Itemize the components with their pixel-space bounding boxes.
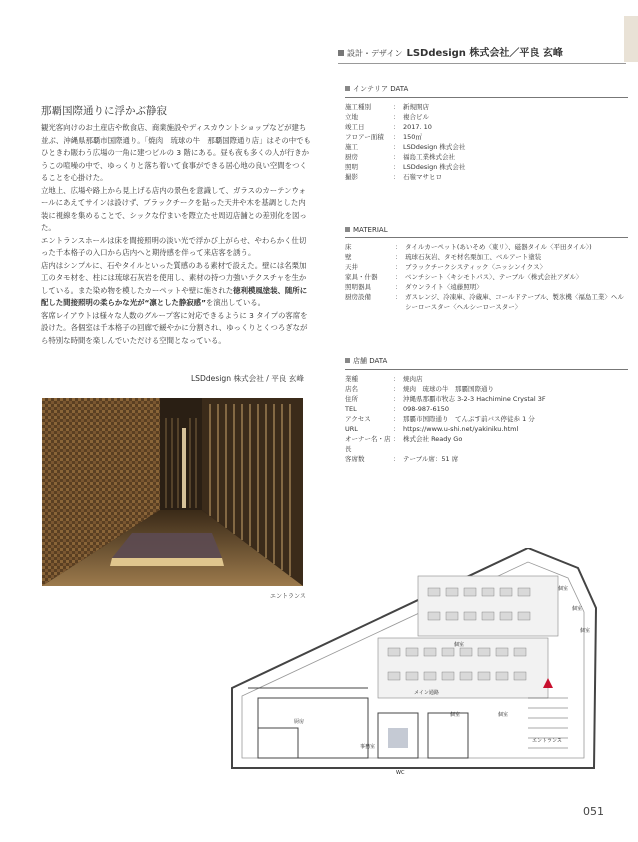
material-row	[345, 272, 628, 282]
shop-key: 客席数	[345, 455, 365, 463]
interior-row	[345, 132, 628, 142]
shop-key: TEL	[345, 405, 357, 413]
header-rule	[338, 63, 626, 64]
shop-row	[345, 384, 628, 394]
material-key: 壁	[345, 253, 352, 261]
shop-key: オーナー名・店長	[345, 435, 391, 453]
shop-key: URL	[345, 425, 358, 433]
interior-row	[345, 162, 628, 172]
material-title: MATERIAL	[345, 226, 628, 234]
separator-colon: ：	[393, 375, 400, 383]
interior-row	[345, 142, 628, 152]
separator-colon: ：	[393, 455, 400, 463]
material-value: ブラックチークシスティック〈ニッシンイクス〉	[405, 263, 547, 271]
interior-row	[345, 122, 628, 132]
header-role: 設計・デザイン	[347, 49, 403, 58]
interior-key: 施工種別	[345, 103, 371, 111]
separator-colon: ：	[393, 143, 400, 151]
shop-row	[345, 454, 628, 464]
shop-row	[345, 374, 628, 384]
material-row	[345, 242, 628, 252]
separator-colon: ：	[393, 113, 400, 121]
material-row	[345, 282, 628, 292]
interior-row	[345, 152, 628, 162]
bullet-square-icon	[338, 50, 344, 56]
material-value: タイルカーペット(あいそめ〈東リ〉、磁器タイル〈平田タイル〉)	[405, 243, 592, 251]
shop-value: 焼肉 琉球の牛 那覇国際通り	[403, 385, 494, 393]
interior-value: 石嶺マサヒロ	[403, 173, 442, 181]
material-key: 天井	[345, 263, 358, 271]
page-edge-tab	[624, 16, 638, 62]
material-key: 床	[345, 243, 352, 251]
separator-colon: ：	[395, 253, 402, 261]
separator-colon: ：	[395, 283, 402, 291]
paragraph-5: 客席レイアウトは様々な人数のグループ客に対応できるように 3 タイプの客席を設けた。各個室は千本格子の回廊で緩やかに分割され、ゆっくりとくつろぎながら特別な時間を楽しんでいただける空間となっている。	[41, 310, 308, 345]
separator-colon: ：	[393, 173, 400, 181]
material-key: 照明器具	[345, 283, 371, 291]
shop-row	[345, 404, 628, 414]
paragraph-3: エントランスホールは床を間接照明の淡い光で浮かび上がらせ、やわらかく仕切った千本格子の入口から店内へと期待感を伴って来店客を誘う。	[41, 235, 307, 257]
interior-data-table	[345, 102, 628, 182]
article-title: 那覇国際通りに浮かぶ静寂	[41, 105, 167, 117]
shop-data-table	[345, 374, 628, 464]
interior-value: 2017. 10	[403, 123, 432, 131]
interior-value: 新規開店	[403, 103, 429, 111]
plan-label-private3: 個室	[580, 628, 591, 634]
plan-label-entrance: エントランス	[532, 738, 562, 744]
section-rule	[345, 237, 628, 238]
bullet-square-icon	[345, 227, 350, 232]
separator-colon: ：	[393, 133, 400, 141]
plan-label-wc: WC	[396, 770, 405, 776]
separator-colon: ：	[393, 385, 400, 393]
material-row	[345, 292, 628, 312]
page-number: 051	[583, 805, 604, 818]
material-value: ベンチシート〈キシモトパス〉、テーブル〈株式会社アダル〉	[405, 273, 583, 281]
interior-value: 複合ビル	[403, 113, 429, 121]
floor-plan	[228, 548, 600, 783]
interior-key: 照明	[345, 163, 358, 171]
interior-row	[345, 102, 628, 112]
interior-key: 厨房	[345, 153, 358, 161]
separator-colon: ：	[393, 153, 400, 161]
shop-row	[345, 424, 628, 434]
shop-row	[345, 414, 628, 424]
article-body	[41, 122, 311, 347]
material-key: 家具・什器	[345, 273, 378, 281]
paragraph-1: 観光客向けのお土産店や飲食店、商業施設やディスカウントショップなどが建ち並ぶ、沖縄県那覇市国際通り。「焼肉 琉球の牛 那覇国際通り店」はその中でもひときわ賑わう広場の一角に建つビルの 3 階にある。昼も夜も多くの人が行きかうこの喧噪の中で、ゆっくりと落ち着いて食事ができる居心地の良い空間をつくることを心掛けた。	[41, 123, 311, 182]
separator-colon: ：	[393, 425, 400, 433]
paragraph-4-text: 店内はシンプルに、石やタイルといった質感のある素材で設えた。壁には名栗加工のタモ材を、柱には琉球石灰岩を使用し、素材の持つ力強いテクスチャを生かしている。また染め物を模したカーペットや壁に施された	[41, 260, 307, 295]
shop-value: 098-987-6150	[403, 405, 450, 413]
plan-label-private1: 個室	[558, 586, 569, 592]
paragraph-4-emphasis: 徳利模風塗装、随所に配した間接照明の柔らかな光が“凛とした静寂感”	[41, 285, 308, 307]
section-rule	[345, 97, 628, 98]
shop-key: 住所	[345, 395, 358, 403]
interior-row	[345, 172, 628, 182]
plan-label-main-aisle: メイン通路	[414, 690, 439, 696]
plan-label-office: 事務室	[360, 744, 376, 750]
separator-colon: ：	[395, 263, 402, 271]
shop-value: 株式会社 Ready Go	[403, 435, 463, 443]
interior-value: 福島工業株式会社	[403, 153, 455, 161]
separator-colon: ：	[393, 123, 400, 131]
plan-label-private5: 個室	[450, 712, 461, 718]
paragraph-4	[41, 260, 311, 310]
material-section	[345, 226, 628, 312]
plan-label-private2: 個室	[572, 606, 583, 612]
paragraph-4-tail: を演出している。	[205, 298, 266, 307]
interior-key: 撮影	[345, 173, 358, 181]
interior-key: 施工	[345, 143, 358, 151]
plan-label-private6: 個室	[498, 712, 509, 718]
shop-value: 那覇市国際通り てんぶす前バス停徒歩 1 分	[403, 415, 535, 423]
material-value: ガスレンジ、冷凍庫、冷蔵庫、コールドテーブル、製氷機〈福島工業〉ヘルシーロースター〈ヘルシーロースター〉	[405, 293, 624, 311]
material-table	[345, 242, 628, 312]
plan-label-private4: 個室	[454, 642, 465, 648]
shop-value: 焼肉店	[403, 375, 423, 383]
shop-row	[345, 394, 628, 404]
bullet-square-icon	[345, 358, 350, 363]
photo-caption: エントランス	[270, 593, 306, 600]
section-rule	[345, 369, 628, 370]
material-value: 琉球石灰岩、タモ材名栗加工、ベルアート塗装	[405, 253, 542, 261]
separator-colon: ：	[395, 293, 402, 301]
shop-value: 沖縄県那覇市牧志 3-2-3 Hachimine Crystal 3F	[403, 395, 546, 403]
material-key: 厨房設備	[345, 293, 371, 301]
interior-key: 立地	[345, 113, 358, 121]
separator-colon: ：	[393, 103, 400, 111]
shop-key: アクセス	[345, 415, 371, 423]
interior-data-title: インテリア DATA	[345, 84, 628, 94]
designer-header	[338, 44, 563, 59]
paragraph-2: 立地上、広場や路上から見上げる店内の景色を意識して、ガラスのカーテンウォールにあえてサインは設けず、ブラックチークを貼った天井や木を基調とした内装に視線を集めることで、シックな佇まいを際立たせ周辺店舗との差別化を図った。	[41, 185, 307, 232]
interior-key: 竣工日	[345, 123, 365, 131]
material-row	[345, 262, 628, 272]
separator-colon: ：	[393, 415, 400, 423]
separator-colon: ：	[393, 435, 400, 443]
separator-colon: ：	[393, 163, 400, 171]
shop-row	[345, 434, 628, 454]
interior-key: フロアー面積	[345, 133, 384, 141]
material-value: ダウンライト〈遠藤照明〉	[405, 283, 483, 291]
interior-value: LSDdesign 株式会社	[403, 163, 466, 171]
header-designer: LSDdesign 株式会社／平良 玄峰	[406, 48, 563, 59]
shop-key: 業種	[345, 375, 358, 383]
bullet-square-icon	[345, 86, 350, 91]
interior-value: 150㎡	[403, 133, 422, 141]
shop-value: https://www.u-shi.net/yakiniku.html	[403, 425, 519, 433]
shop-key: 店名	[345, 385, 358, 393]
separator-colon: ：	[395, 273, 402, 281]
separator-colon: ：	[395, 243, 402, 251]
separator-colon: ：	[393, 395, 400, 403]
plan-label-kitchen: 厨房	[294, 719, 305, 725]
interior-row	[345, 112, 628, 122]
article-signature: LSDdesign 株式会社 / 平良 玄峰	[190, 374, 304, 383]
separator-colon: ：	[393, 405, 400, 413]
interior-data-section	[345, 84, 628, 182]
shop-data-section	[345, 356, 628, 464]
material-row	[345, 252, 628, 262]
interior-value: LSDdesign 株式会社	[403, 143, 466, 151]
shop-value: テーブル席：51 席	[403, 455, 459, 463]
shop-data-title: 店舗 DATA	[345, 356, 628, 366]
